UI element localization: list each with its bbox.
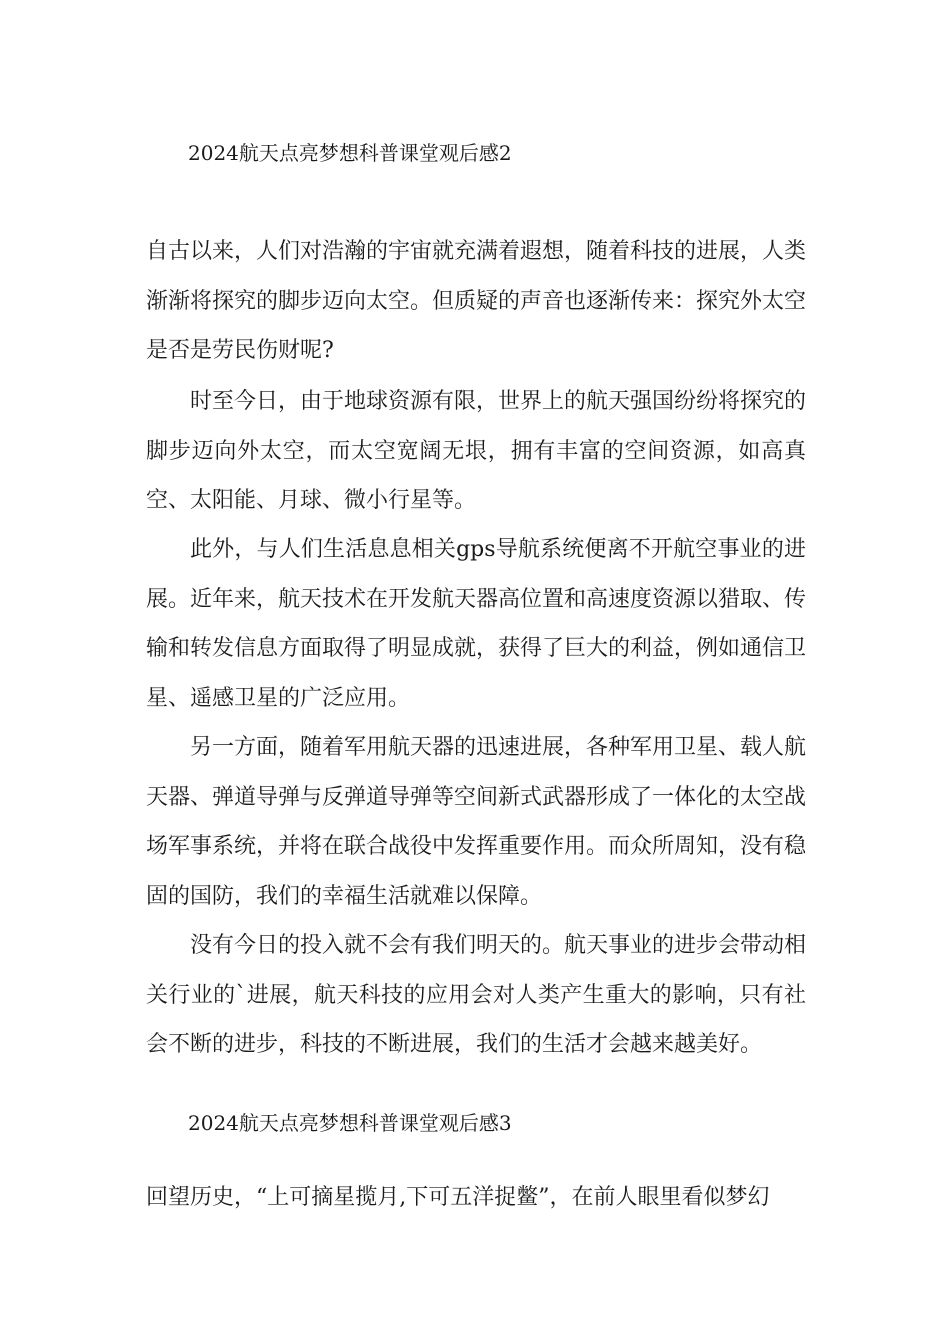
paragraph: 时至今日，由于地球资源有限，世界上的航天强国纷纷将探究的脚步迈向外太空，而太空宽阔无垠，拥有丰富的空间资源，如高真空、太阳能、月球、微小行星等。 — [146, 389, 807, 514]
paragraph: 另一方面，随着军用航天器的迅速进展，各种军用卫星、载人航天器、弹道导弹与反弹道导弹等空间新式武器形成了一体化的太空战场军事系统，并将在联合战役中发挥重要作用。而众所周知，没有稳固的国防，我们的幸福生活就难以保障。 — [146, 735, 807, 909]
paragraph: 此外，与人们生活息息相关gps导航系统便离不开航空事业的进展。近年来，航天技术在开发航天器高位置和高速度资源以猎取、传输和转发信息方面取得了明显成就，获得了巨大的利益，例如通信卫星、遥感卫星的广泛应用。 — [146, 537, 807, 711]
section-heading: 2024航天点亮梦想科普课堂观后感3 — [188, 1111, 512, 1135]
paragraph: 自古以来，人们对浩瀚的宇宙就充满着遐想，随着科技的进展，人类渐渐将探究的脚步迈向太空。但质疑的声音也逐渐传来：探究外太空是否是劳民伤财呢? — [146, 239, 807, 364]
section-heading: 2024航天点亮梦想科普课堂观后感2 — [188, 141, 512, 165]
paragraph: 回望历史，“上可摘星揽月,下可五洋捉鳖”，在前人眼里看似梦幻 — [146, 1185, 770, 1210]
paragraph: 没有今日的投入就不会有我们明天的。航天事业的进步会带动相关行业的`进展，航天科技的应用会对人类产生重大的影响，只有社会不断的进步，科技的不断进展，我们的生活才会越来越美好。 — [146, 933, 807, 1058]
